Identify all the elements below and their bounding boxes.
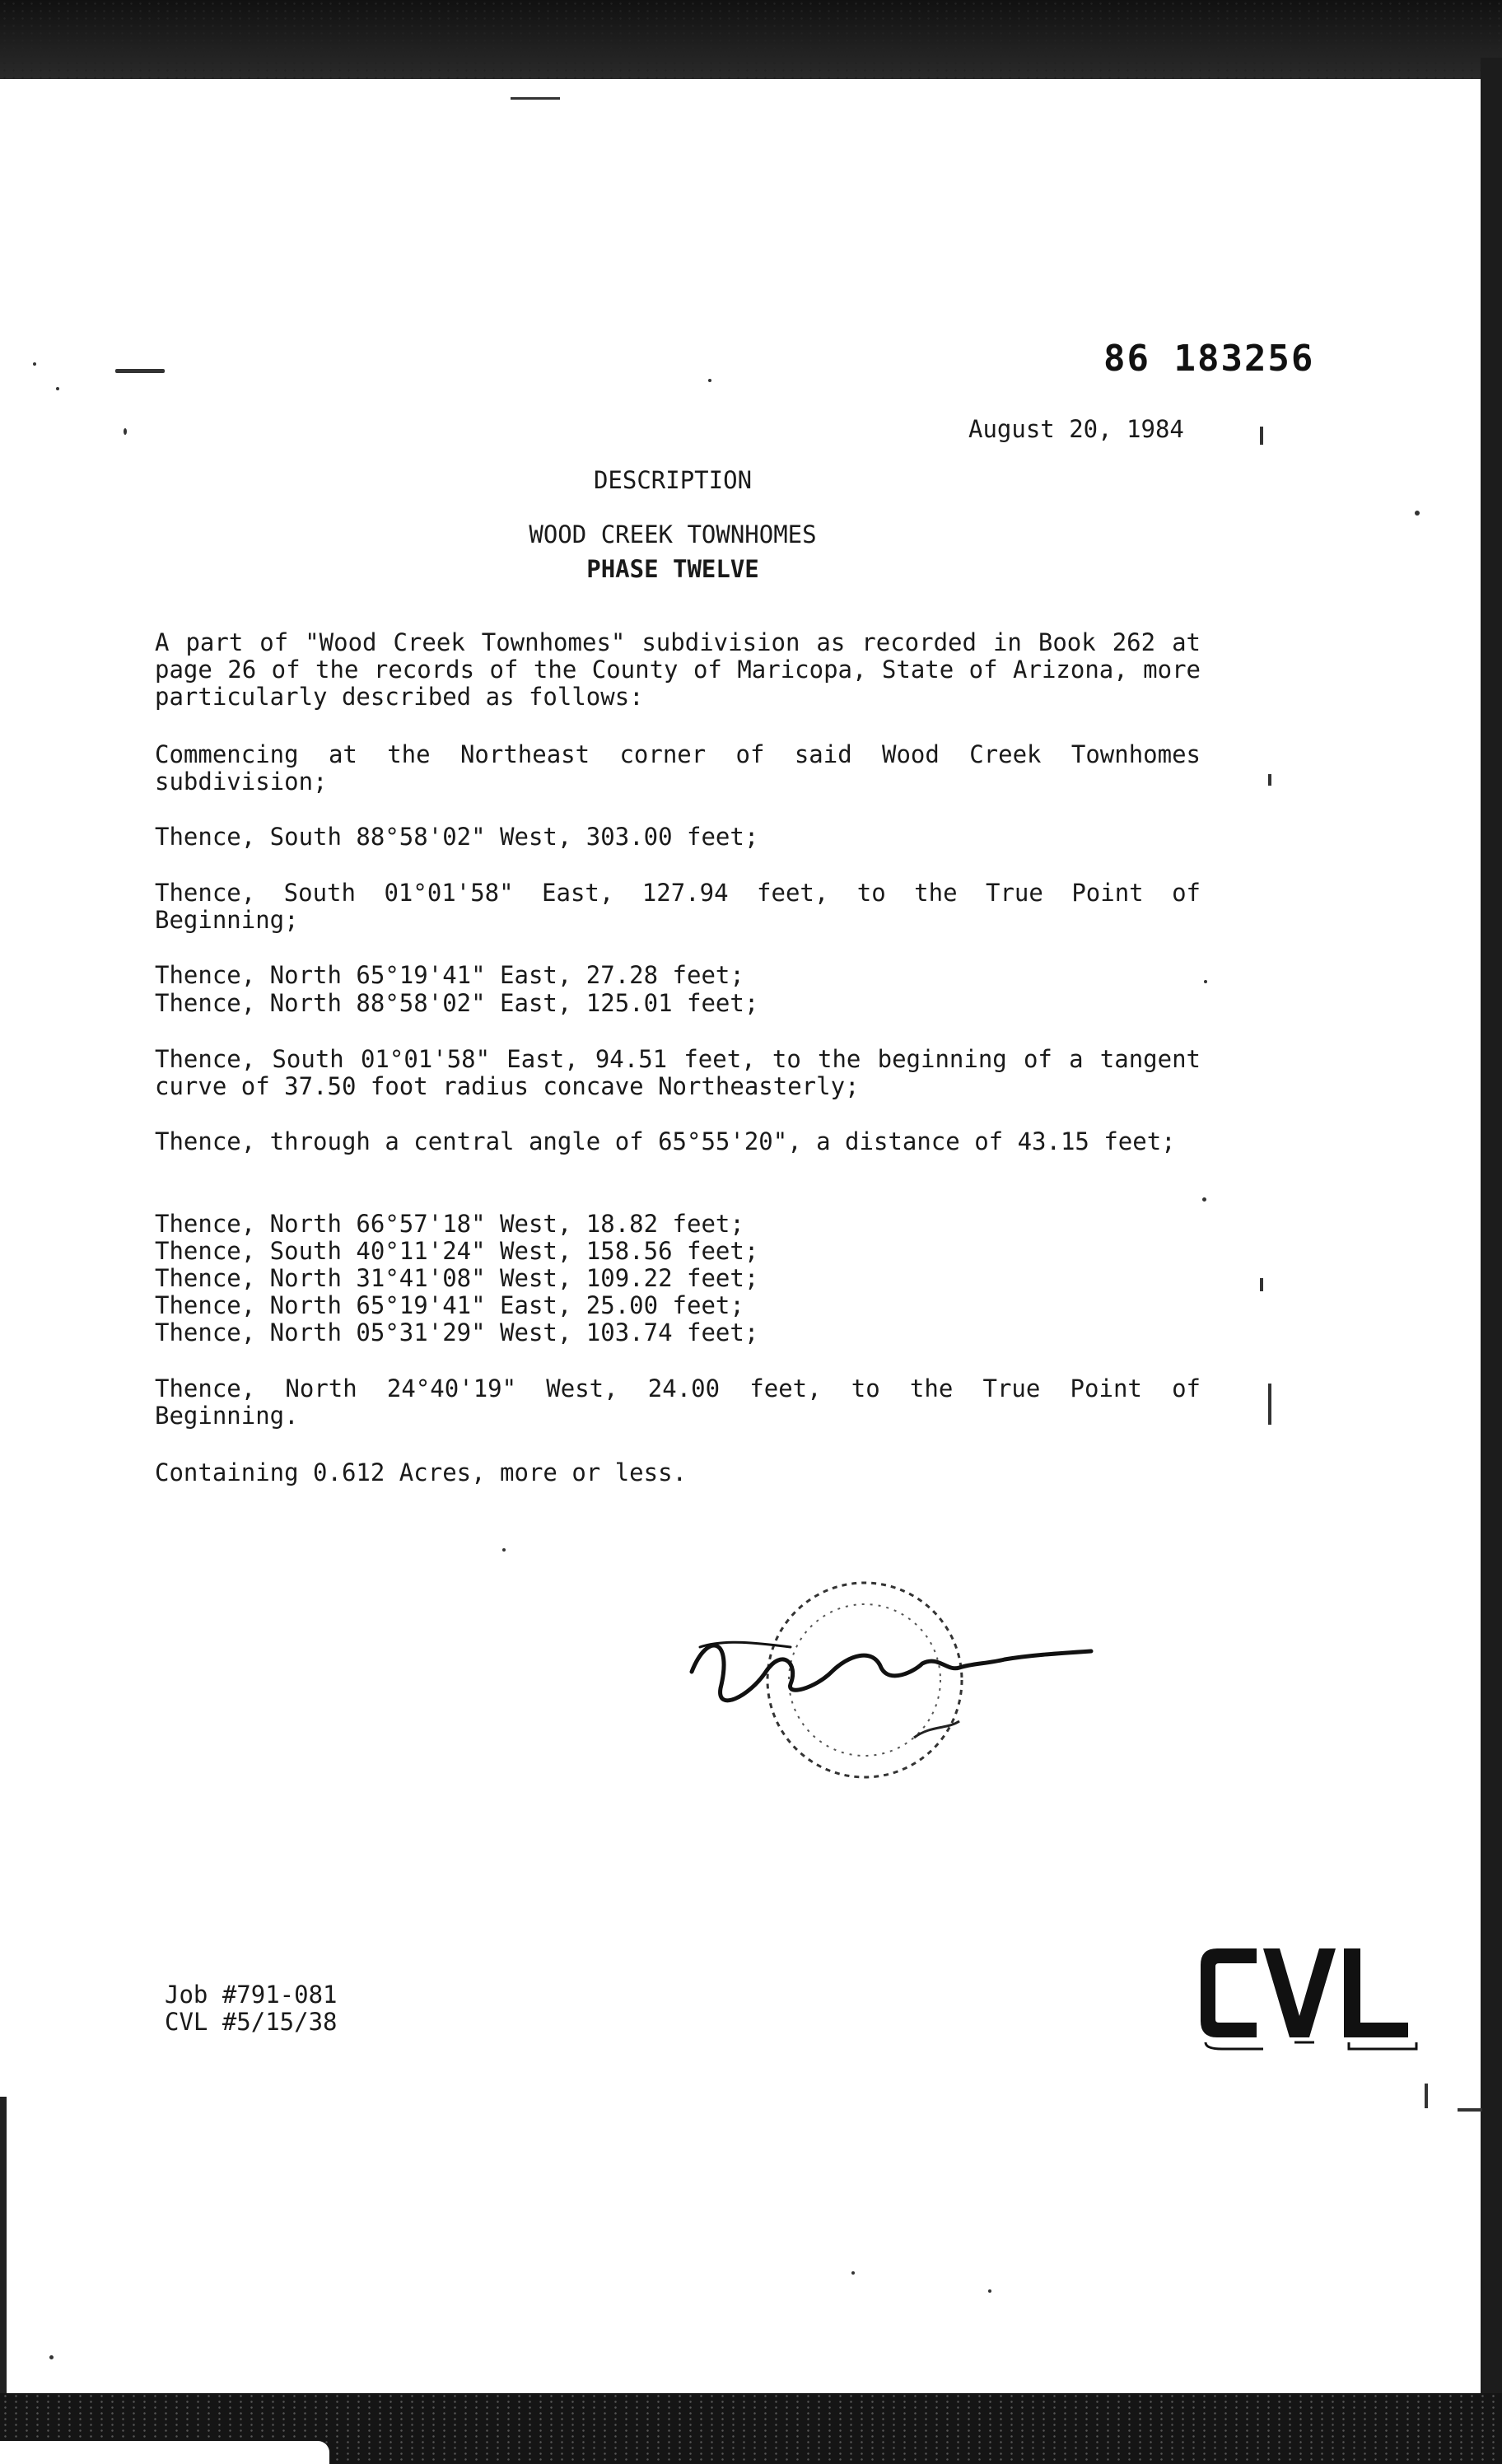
course-5: [155, 1046, 1201, 1100]
course-text: Thence, North 88°58'02" East, 125.01 feet;: [155, 989, 759, 1017]
course-text: Thence, South 01°01'58" East, 127.94 feet, to the True Point of Beginning;: [155, 879, 1201, 934]
course-text: Thence, North 31°41'08" West, 109.22 feet;: [155, 1264, 759, 1292]
recording-number: 86 183256: [1103, 338, 1315, 380]
scan-corner-tab: [0, 2441, 329, 2464]
course-text: Thence, South 88°58'02" West, 303.00 feet;: [155, 823, 759, 851]
phase-title: PHASE TWELVE: [586, 555, 759, 583]
course-10: [155, 1292, 1201, 1319]
course-text: Thence, South 40°11'24" West, 158.56 feet;: [155, 1237, 759, 1265]
cvl-reference: CVL #5/15/38: [165, 2008, 338, 2036]
signature-stroke: [692, 1645, 1091, 1701]
course-9: [155, 1265, 1201, 1292]
course-text: Thence, North 24°40'19" West, 24.00 feet, to the True Point of Beginning.: [155, 1374, 1201, 1430]
intro-paragraph: [155, 629, 1201, 711]
course-text: Thence, North 05°31'29" West, 103.74 feet;: [155, 1318, 759, 1346]
scan-border-right: [1481, 58, 1502, 2396]
course-7: [155, 1211, 1201, 1238]
scan-border-top: [0, 0, 1502, 79]
document-heading: DESCRIPTION: [593, 466, 753, 494]
course-text: Thence, South 01°01'58" East, 94.51 feet, to the beginning of a tangent curve of 37.50 foot radius concave Northeasterly;: [155, 1045, 1201, 1100]
course-3: [155, 962, 1201, 989]
scan-border-left: [0, 2097, 7, 2393]
course-11: [155, 1319, 1201, 1346]
commencing-paragraph: [155, 741, 1201, 796]
course-text: Thence, North 65°19'41" East, 27.28 feet;: [155, 961, 744, 989]
commencing-text: Commencing at the Northeast corner of said Wood Creek Townhomes subdivision;: [155, 740, 1201, 796]
signature-seal: [675, 1548, 1103, 1795]
subdivision-title: WOOD CREEK TOWNHOMES: [529, 520, 817, 548]
course-text: Thence, North 65°19'41" East, 25.00 feet;: [155, 1291, 744, 1319]
job-number: Job #791-081: [165, 1981, 338, 2009]
course-text: Thence, through a central angle of 65°55'20", a distance of 43.15 feet;: [155, 1127, 1176, 1155]
seal-outer-ring: [767, 1583, 962, 1777]
document-date: August 20, 1984: [968, 415, 1184, 443]
course-2: [155, 880, 1201, 934]
job-reference: [165, 1981, 338, 2036]
course-text: Thence, North 66°57'18" West, 18.82 feet;: [155, 1210, 744, 1238]
cvl-logo: [1192, 1940, 1423, 2056]
course-12: [155, 1375, 1201, 1430]
containing-paragraph: [155, 1459, 1201, 1486]
course-1: [155, 824, 1201, 851]
seal-inner-ring: [789, 1604, 940, 1756]
course-4: [155, 990, 1201, 1017]
course-8: [155, 1238, 1201, 1265]
intro-text: A part of "Wood Creek Townhomes" subdivision as recorded in Book 262 at page 26 of the records of the County of Maricopa, State of Arizona, more particularly described as follows:: [155, 628, 1201, 711]
containing-text: Containing 0.612 Acres, more or less.: [155, 1458, 688, 1486]
course-6: [155, 1128, 1201, 1155]
